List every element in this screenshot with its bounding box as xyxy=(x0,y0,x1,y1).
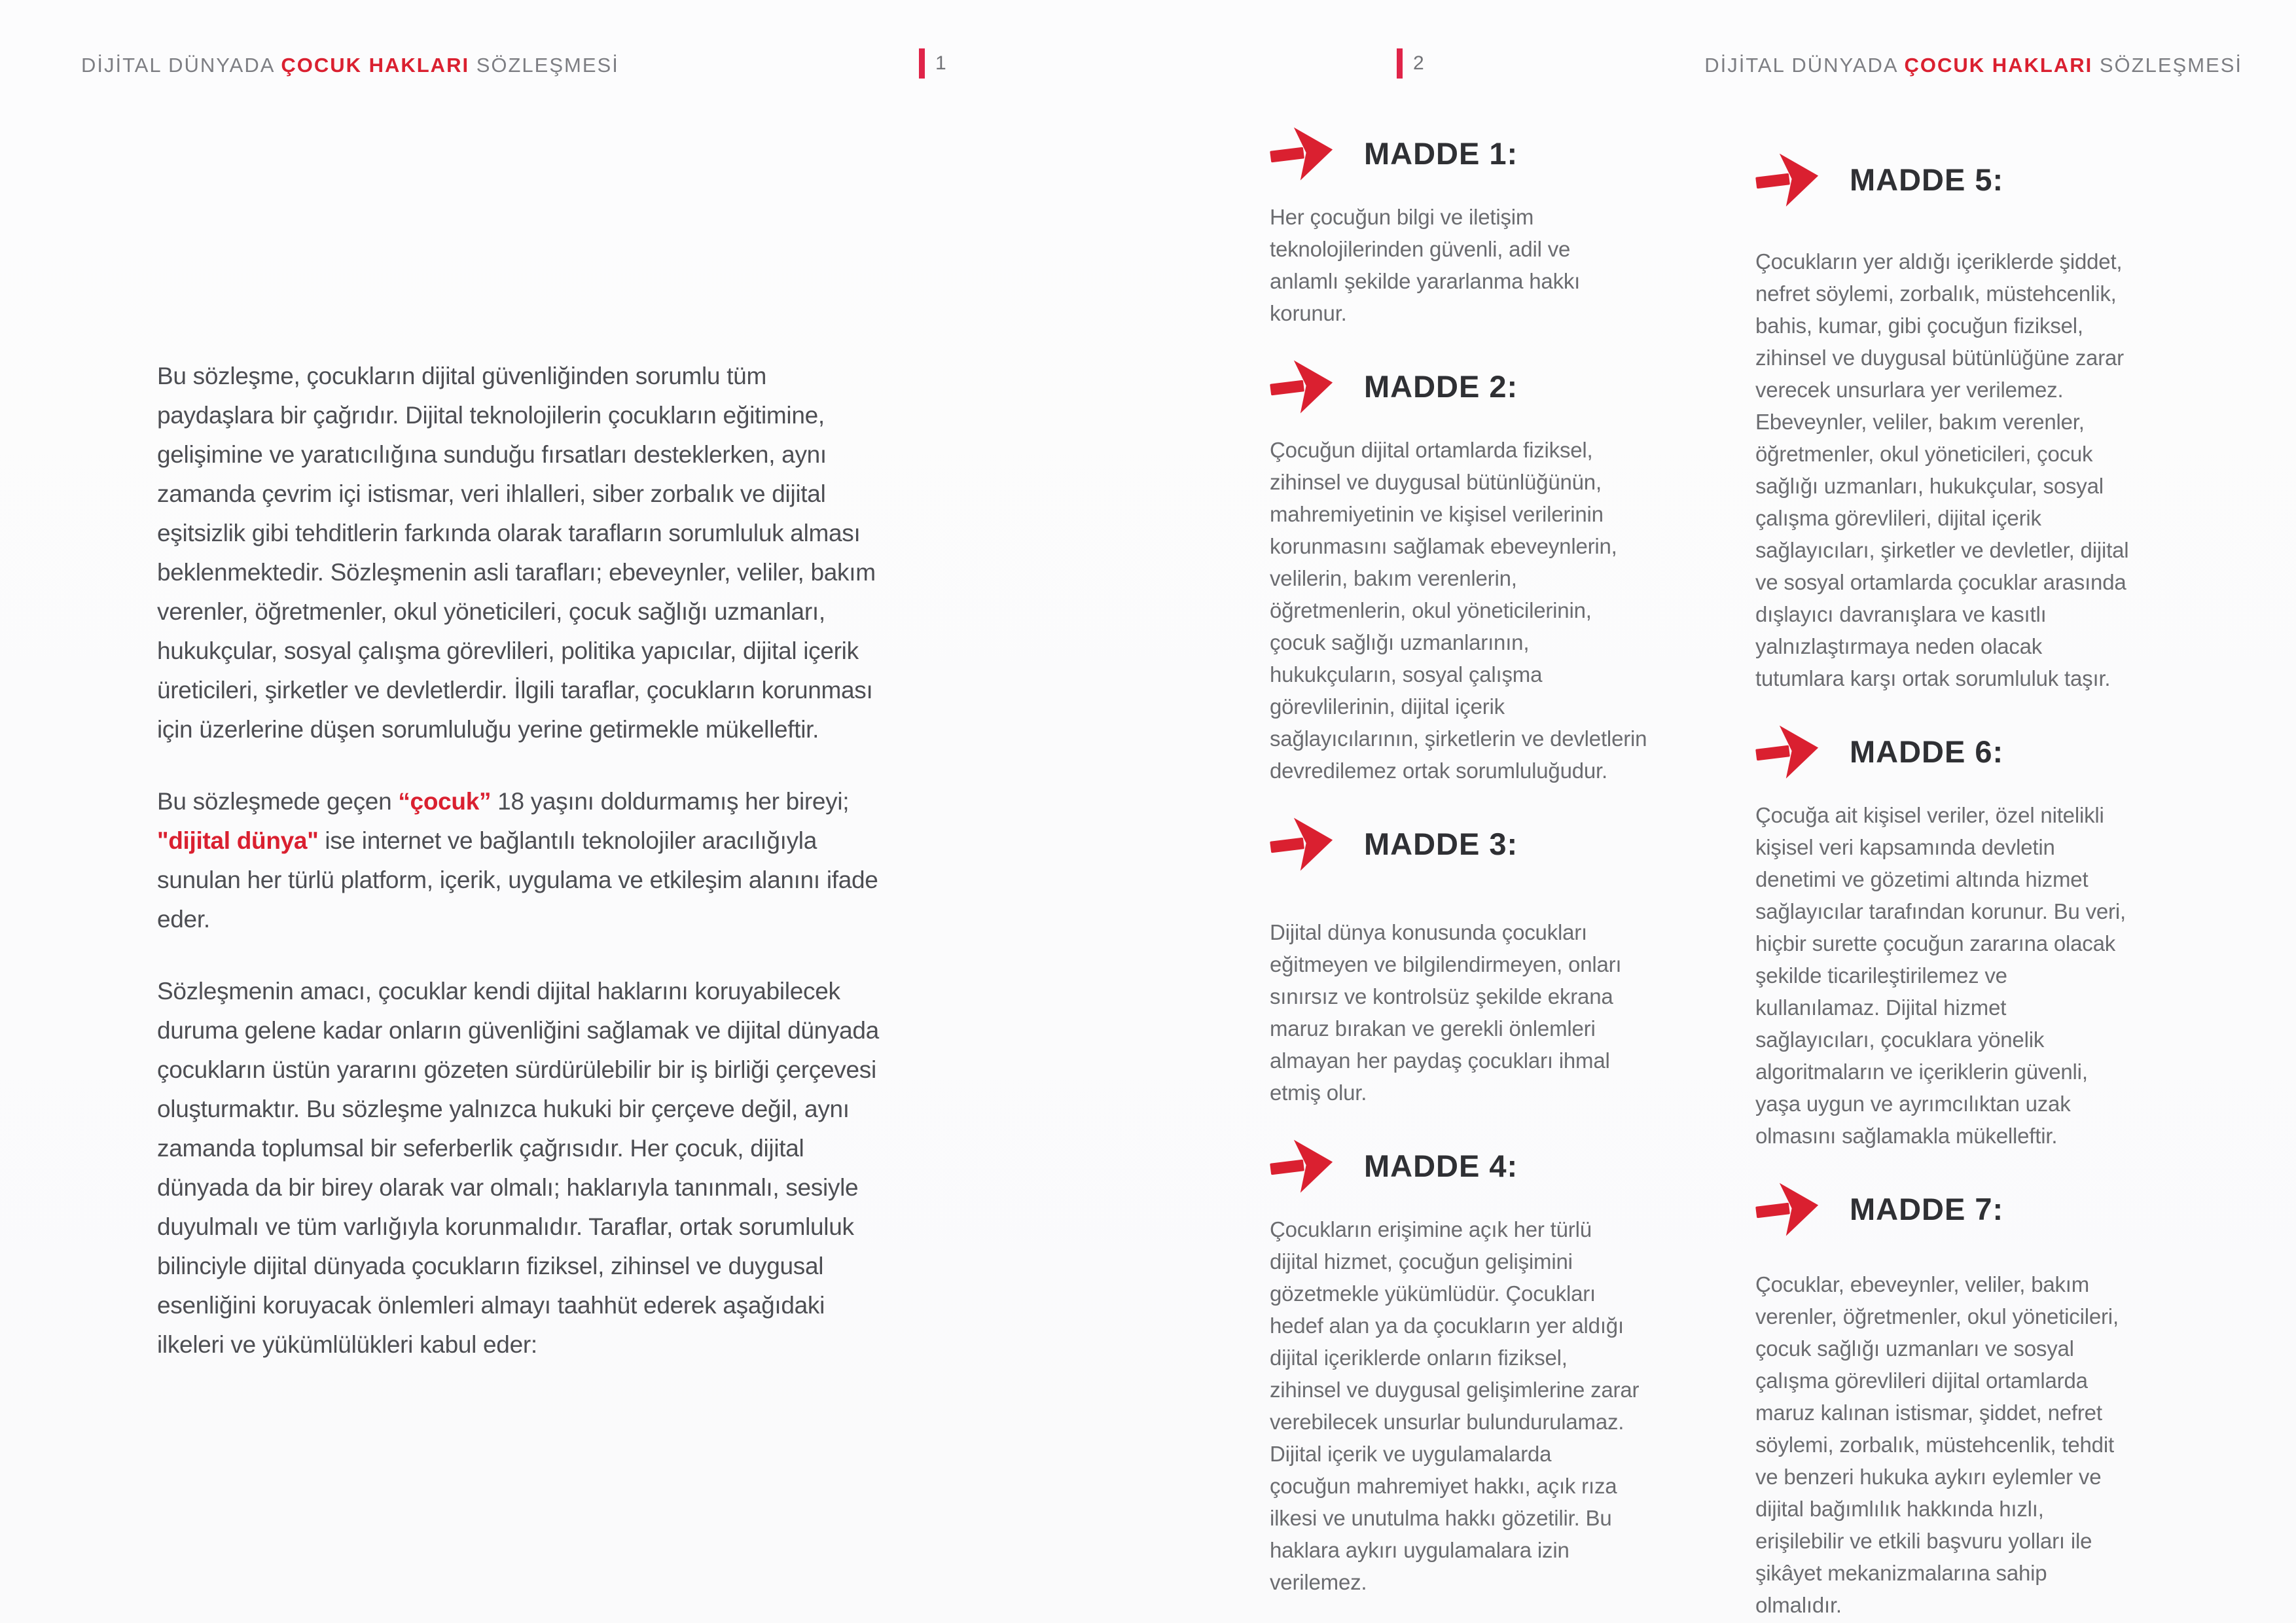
article xyxy=(1270,1127,1728,1598)
text-line: dijital bağımlılık hakkında hızlı, xyxy=(1755,1497,2044,1521)
text-line: sağlığı uzmanları, hukukçular, sosyal xyxy=(1755,474,2104,498)
text-line: verilemez. xyxy=(1270,1570,1367,1594)
text-line xyxy=(157,782,1073,821)
article-body xyxy=(1755,245,2227,694)
page-marker-bar xyxy=(1397,48,1403,79)
text-line: korunmasını sağlamak ebeveynlerin, xyxy=(1270,534,1617,558)
arrow-right-icon xyxy=(1270,351,1336,421)
header-title-prefix: DİJİTAL DÜNYADA xyxy=(1704,54,1905,77)
text-line: öğretmenler, okul yöneticileri, çocuk xyxy=(1755,442,2093,466)
text-line: zamanda toplumsal bir seferberlik çağrısıdır. Her çocuk, dijital xyxy=(157,1135,804,1162)
text-line: gelişimine ve yaratıcılığına sunduğu fırsatları desteklerken, aynı xyxy=(157,441,827,468)
text-line: denetimi ve gözetimi altında hizmet xyxy=(1755,867,2089,891)
text-line: ve benzeri hukuka aykırı eylemler ve xyxy=(1755,1465,2102,1489)
text-line: korunur. xyxy=(1270,301,1347,325)
text-line: devredilemez ortak sorumluluğudur. xyxy=(1270,758,1607,783)
header-title-prefix: DİJİTAL DÜNYADA xyxy=(81,54,281,77)
text-line: ilkesi ve unutulma hakkı gözetilir. Bu xyxy=(1270,1506,1612,1530)
article-body xyxy=(1755,799,2227,1152)
article-body xyxy=(1270,434,1728,787)
text-line: şekilde ticarileştirilemez ve xyxy=(1755,963,2007,988)
text-line xyxy=(157,900,1073,939)
article-heading xyxy=(1270,115,1728,192)
text-line: olmasını sağlamakla mükelleftir. xyxy=(1755,1124,2058,1148)
text-line: mahremiyetinin ve kişisel verilerinin xyxy=(1270,502,1604,526)
text-line: almayan her paydaş çocukları ihmal xyxy=(1270,1048,1610,1073)
text-line: eğitmeyen ve bilgilendirmeyen, onları xyxy=(1270,952,1622,976)
text-segment: 18 yaşını doldurmamış her bireyi; xyxy=(491,788,850,815)
text-line: oluşturmaktır. Bu sözleşme yalnızca hukuki bir çerçeve değil, aynı xyxy=(157,1096,850,1122)
article-body xyxy=(1270,201,1728,329)
text-line: Çocuklar, ebeveynler, veliler, bakım xyxy=(1755,1272,2090,1296)
text-line: tutumlara karşı ortak sorumluluk taşır. xyxy=(1755,666,2111,690)
text-line: Çocuğun dijital ortamlarda fiziksel, xyxy=(1270,438,1593,462)
text-line: zihinsel ve duygusal gelişimlerine zarar xyxy=(1270,1378,1640,1402)
text-line: zihinsel ve duygusal bütünlüğüne zarar xyxy=(1755,346,2124,370)
text-line: Çocuğa ait kişisel veriler, özel nitelikli xyxy=(1755,803,2104,827)
article-heading xyxy=(1755,141,2227,218)
text-segment: ise internet ve bağlantılı teknolojiler aracılığıyla xyxy=(318,827,817,854)
text-line: çocuk sağlığı uzmanları ve sosyal xyxy=(1755,1336,2074,1361)
article xyxy=(1270,348,1728,787)
text-line: sağlayıcıları, şirketler ve devletler, dijital xyxy=(1755,538,2129,562)
highlighted-term: “çocuk” xyxy=(398,788,492,815)
text-line: teknolojilerinden güvenli, adil ve xyxy=(1270,237,1571,261)
article-body xyxy=(1270,1213,1728,1598)
text-line: Dijital dünya konusunda çocukları xyxy=(1270,920,1588,944)
header-title-suffix: SÖZLEŞMESİ xyxy=(2092,54,2242,77)
highlighted-term: "dijital dünya" xyxy=(157,827,319,854)
text-line: bilinciyle dijital dünyada çocukların fiziksel, zihinsel ve duygusal xyxy=(157,1253,824,1279)
text-line: Sözleşmenin amacı, çocuklar kendi dijital haklarını koruyabilecek xyxy=(157,978,840,1005)
page-number-marker-right xyxy=(1397,48,1424,79)
text-line: beklenmektedir. Sözleşmenin asli tarafları; ebeveynler, veliler, bakım xyxy=(157,559,876,586)
text-line: sınırsız ve kontrolsüz şekilde ekrana xyxy=(1270,984,1613,1008)
paragraph xyxy=(157,782,1073,939)
article-heading xyxy=(1755,713,2227,790)
article-body xyxy=(1270,916,1728,1109)
text-line: çocuk sağlığı uzmanlarının, xyxy=(1270,630,1530,654)
text-line: anlamlı şekilde yararlanma hakkı xyxy=(1270,269,1581,293)
text-line: ve sosyal ortamlarda çocuklar arasında xyxy=(1755,570,2126,594)
text-line: dünyada da bir birey olarak var olmalı; haklarıyla tanınmalı, sesiyle xyxy=(157,1174,859,1201)
text-line: Dijital içerik ve uygulamalarda xyxy=(1270,1442,1552,1466)
article-heading xyxy=(1270,1127,1728,1204)
arrow-right-icon xyxy=(1270,118,1336,188)
header-title-highlight: ÇOCUK HAKLARI xyxy=(1904,54,2093,77)
text-line: çalışma görevlileri dijital ortamlarda xyxy=(1755,1368,2088,1393)
text-line: duruma gelene kadar onların güvenliğini sağlamak ve dijital dünyada xyxy=(157,1017,879,1044)
text-line: Çocukların erişimine açık her türlü xyxy=(1270,1217,1592,1241)
text-line: dışlayıcı davranışlara ve kasıtlı xyxy=(1755,602,2047,626)
article xyxy=(1755,713,2227,1152)
text-line: Her çocuğun bilgi ve iletişim xyxy=(1270,205,1534,229)
left-page-body xyxy=(157,357,1073,1364)
arrow-right-icon xyxy=(1270,809,1336,878)
text-line: öğretmenlerin, okul yöneticilerinin, xyxy=(1270,598,1592,622)
text-line: verecek unsurlara yer verilemez. xyxy=(1755,378,2064,402)
text-segment: Bu sözleşmede geçen xyxy=(157,788,399,815)
text-line: sağlayıcıları, çocuklara yönelik xyxy=(1755,1027,2045,1052)
header-title-highlight: ÇOCUK HAKLARI xyxy=(281,54,470,77)
text-line: kişisel veri kapsamında devletin xyxy=(1755,835,2055,859)
text-line: duyulmalı ve tüm varlığıyla korunmalıdır. Taraflar, ortak sorumluluk xyxy=(157,1213,854,1240)
page-number: 1 xyxy=(935,52,946,74)
text-line: dijital içeriklerde onların fiziksel, xyxy=(1270,1346,1568,1370)
page-number-marker-left xyxy=(919,48,946,79)
text-line: zamanda çevrim içi istismar, veri ihlalleri, siber zorbalık ve dijital xyxy=(157,480,826,507)
text-line: bahis, kumar, gibi çocuğun fiziksel, xyxy=(1755,313,2083,338)
text-line: erişilebilir ve etkili başvuru yolları ile xyxy=(1755,1529,2092,1553)
article-title: MADDE 1: xyxy=(1364,135,1518,171)
article xyxy=(1755,141,2227,694)
page-number: 2 xyxy=(1413,52,1424,74)
article-title: MADDE 4: xyxy=(1364,1148,1518,1183)
text-line: algoritmaların ve içeriklerin güvenli, xyxy=(1755,1060,2088,1084)
text-line: görevlilerinin, dijital içerik xyxy=(1270,694,1505,719)
text-line: yalnızlaştırmaya neden olacak xyxy=(1755,634,2043,658)
text-line: söylemi, zorbalık, müstehcenlik, tehdit xyxy=(1755,1433,2114,1457)
text-line: olmalıdır. xyxy=(1755,1593,1842,1617)
article-title: MADDE 7: xyxy=(1850,1191,2004,1226)
text-line: çocukların üstün yararını gözeten sürdürülebilir bir iş birliği çerçevesi xyxy=(157,1056,876,1083)
articles-column-2 xyxy=(1755,141,2227,1623)
text-line: paydaşlara bir çağrıdır. Dijital teknolojilerin çocukların eğitimine, xyxy=(157,402,825,429)
text-line: Ebeveynler, veliler, bakım verenler, xyxy=(1755,410,2085,434)
text-line: Çocukların yer aldığı içeriklerde şiddet, xyxy=(1755,249,2123,274)
text-segment: eder. xyxy=(157,906,210,933)
article xyxy=(1270,805,1728,1109)
text-line: çalışma görevlileri, dijital içerik xyxy=(1755,506,2041,530)
text-line: maruz bırakan ve gerekli önlemleri xyxy=(1270,1016,1596,1041)
text-segment: sunulan her türlü platform, içerik, uygulama ve etkileşim alanını ifade xyxy=(157,866,878,893)
text-line: hedef alan ya da çocukların yer aldığı xyxy=(1270,1313,1624,1338)
article xyxy=(1755,1170,2227,1621)
article-title: MADDE 3: xyxy=(1364,826,1518,861)
text-line: esenliğini koruyacak önlemleri almayı taahhüt ederek aşağıdaki xyxy=(157,1292,825,1319)
text-line: çocuğun mahremiyet hakkı, açık rıza xyxy=(1270,1474,1617,1498)
text-line: kullanılamaz. Dijital hizmet xyxy=(1755,995,2007,1020)
article-title: MADDE 2: xyxy=(1364,368,1518,404)
article-title: MADDE 5: xyxy=(1850,162,2004,197)
article xyxy=(1270,115,1728,329)
article-heading xyxy=(1270,805,1728,882)
text-line: eşitsizlik gibi tehditlerin farkında olarak tarafların sorumluluk alması xyxy=(157,520,861,546)
text-line: haklara aykırı uygulamalara izin xyxy=(1270,1538,1570,1562)
text-line: Bu sözleşme, çocukların dijital güvenliğinden sorumlu tüm xyxy=(157,363,766,389)
articles-column-1 xyxy=(1270,115,1728,1616)
header-title-right xyxy=(1704,54,2242,77)
text-line: velilerin, bakım verenlerin, xyxy=(1270,566,1517,590)
text-line: şikâyet mekanizmalarına sahip xyxy=(1755,1561,2047,1585)
arrow-right-icon xyxy=(1755,717,1822,786)
text-line: sağlayıcılar tarafından korunur. Bu veri, xyxy=(1755,899,2126,923)
article-heading xyxy=(1270,348,1728,425)
text-line: verenler, öğretmenler, okul yöneticileri, çocuk sağlığı uzmanları, xyxy=(157,598,825,625)
header-title-suffix: SÖZLEŞMESİ xyxy=(469,54,619,77)
article-title: MADDE 6: xyxy=(1850,734,2004,769)
text-line: yaşa uygun ve ayrımcılıktan uzak xyxy=(1755,1092,2071,1116)
text-line xyxy=(157,861,1073,900)
text-line: nefret söylemi, zorbalık, müstehcenlik, xyxy=(1755,281,2117,306)
text-line: hukukçular, sosyal çalışma görevlileri, politika yapıcılar, dijital içerik xyxy=(157,637,859,664)
text-line xyxy=(157,821,1073,861)
text-line: maruz kalınan istismar, şiddet, nefret xyxy=(1755,1400,2102,1425)
text-line: üreticileri, şirketler ve devletlerdir. İlgili taraflar, çocukların korunması xyxy=(157,677,873,704)
text-line: verenler, öğretmenler, okul yöneticileri, xyxy=(1755,1304,2119,1329)
text-line: dijital hizmet, çocuğun gelişimini xyxy=(1270,1249,1573,1274)
page-marker-bar xyxy=(919,48,925,79)
arrow-right-icon xyxy=(1755,145,1822,214)
text-line: sağlayıcılarının, şirketlerin ve devletlerin xyxy=(1270,726,1647,751)
arrow-right-icon xyxy=(1755,1174,1822,1243)
arrow-right-icon xyxy=(1270,1131,1336,1200)
text-line: hiçbir surette çocuğun zararına olacak xyxy=(1755,931,2116,955)
text-line: gözetmekle yükümlüdür. Çocukları xyxy=(1270,1281,1596,1306)
text-line: ilkeleri ve yükümlülükleri kabul eder: xyxy=(157,1331,537,1358)
paragraph xyxy=(157,357,1073,749)
text-line: hukukçuların, sosyal çalışma xyxy=(1270,662,1543,687)
text-line: için üzerlerine düşen sorumluluğu yerine getirmekle mükelleftir. xyxy=(157,716,819,743)
article-heading xyxy=(1755,1170,2227,1247)
text-line: verebilecek unsurlar bulundurulamaz. xyxy=(1270,1410,1624,1434)
header-title-left xyxy=(81,54,619,77)
paragraph xyxy=(157,972,1073,1364)
article-body xyxy=(1755,1268,2227,1621)
text-line: etmiş olur. xyxy=(1270,1080,1367,1105)
text-line: zihinsel ve duygusal bütünlüğünün, xyxy=(1270,470,1602,494)
